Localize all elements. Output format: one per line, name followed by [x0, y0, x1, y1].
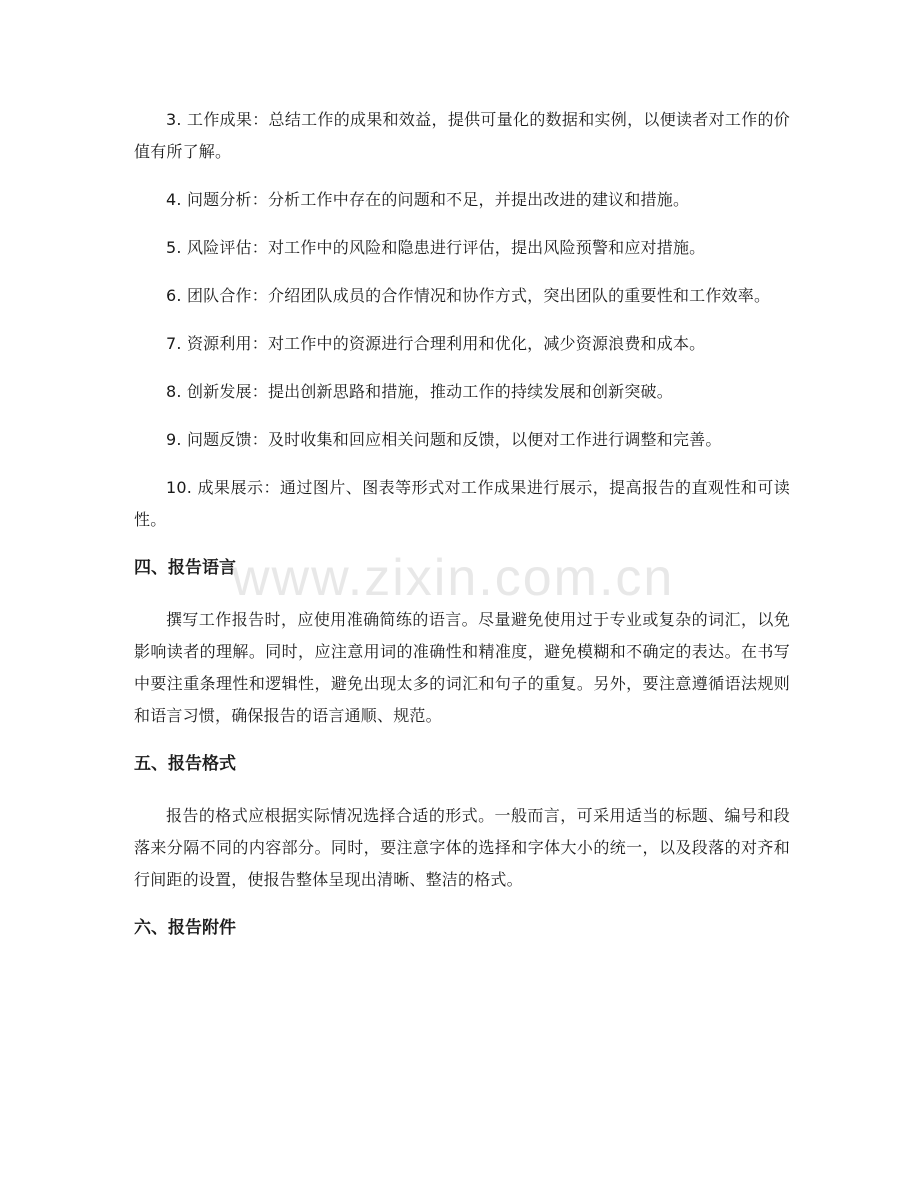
section-heading-language: 四、报告语言 — [134, 558, 236, 578]
document-page — [134, 104, 790, 964]
section-body-language: 撰写工作报告时，应使用准确简练的语言。尽量避免使用过于专业或复杂的词汇，以免影响读者的理解。同时，应注意用词的准确性和精准度，避免模糊和不确定的表达。在书写中要注重条理性和逻辑性，避免出现太多的词汇和句子的重复。另外，要注意遵循语法规则和语言习惯，确保报告的语言通顺、规范。 — [134, 610, 790, 725]
list-item-8: 8. 创新发展：提出创新思路和措施，推动工作的持续发展和创新突破。 — [166, 382, 673, 401]
list-item-7: 7. 资源利用：对工作中的资源进行合理利用和优化，减少资源浪费和成本。 — [166, 334, 706, 353]
section-heading-format: 五、报告格式 — [134, 754, 236, 774]
section-heading-attachments: 六、报告附件 — [134, 918, 236, 938]
list-item-9: 9. 问题反馈：及时收集和回应相关问题和反馈，以便对工作进行调整和完善。 — [166, 430, 722, 449]
list-item-6: 6. 团队合作：介绍团队成员的合作情况和协作方式，突出团队的重要性和工作效率。 — [166, 286, 771, 305]
section-body-format: 报告的格式应根据实际情况选择合适的形式。一般而言，可采用适当的标题、编号和段落来分隔不同的内容部分。同时，要注意字体的选择和字体大小的统一，以及段落的对齐和行间距的设置，使报告整体呈现出清晰、整洁的格式。 — [134, 806, 790, 889]
list-item-5: 5. 风险评估：对工作中的风险和隐患进行评估，提出风险预警和应对措施。 — [166, 238, 706, 257]
list-item-3: 3. 工作成果：总结工作的成果和效益，提供可量化的数据和实例，以便读者对工作的价值有所了解。 — [134, 110, 790, 161]
list-item-10: 10. 成果展示：通过图片、图表等形式对工作成果进行展示，提高报告的直观性和可读性。 — [134, 478, 790, 529]
list-item-4: 4. 问题分析：分析工作中存在的问题和不足，并提出改进的建议和措施。 — [166, 190, 690, 209]
watermark: www.zixin.com.cn — [232, 549, 675, 607]
